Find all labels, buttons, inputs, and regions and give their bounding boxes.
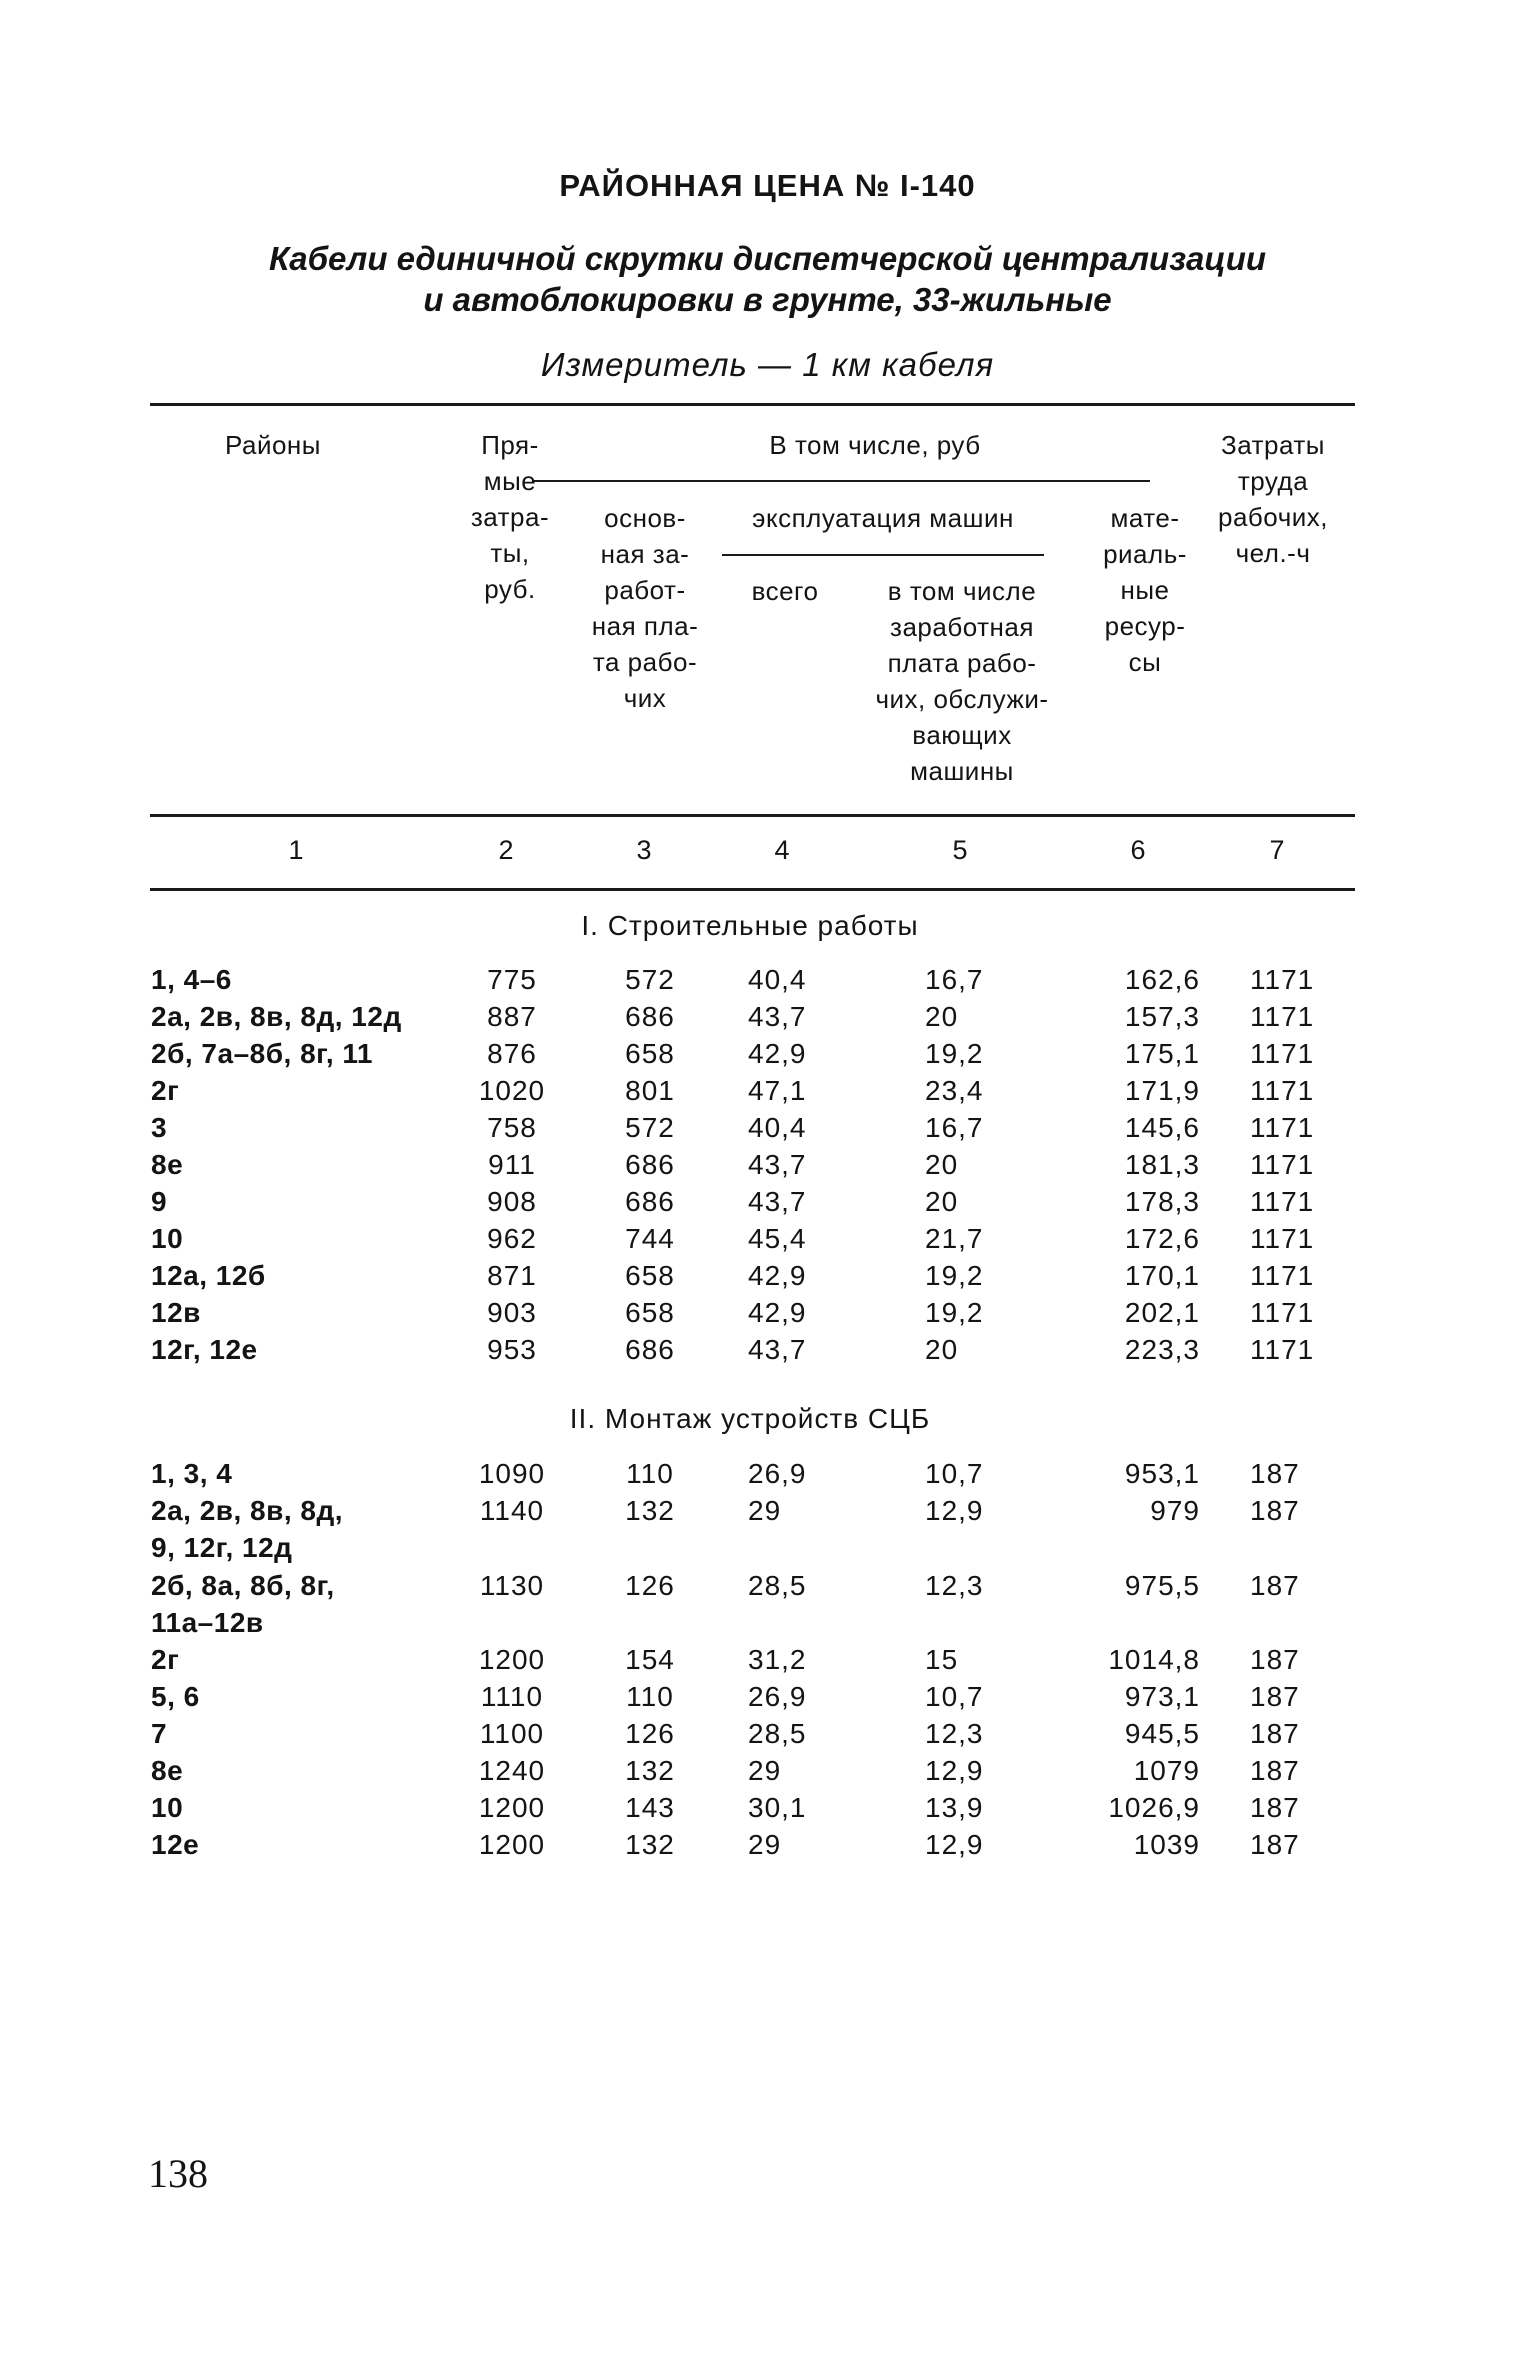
machines-wages-cell: 20 <box>925 1334 959 1365</box>
labor-cell: 187 <box>1250 1792 1300 1823</box>
labor-cell: 1171 <box>1250 1112 1315 1143</box>
direct-cost-cell: 1200 <box>478 1829 546 1860</box>
wages-cell: 154 <box>625 1644 675 1675</box>
wages-cell: 658 <box>625 1038 675 1069</box>
machines-wages-cell: 10,7 <box>925 1681 984 1712</box>
header-text: ресур- <box>1104 611 1186 641</box>
header-text: плата рабо- <box>887 648 1037 678</box>
table-row <box>0 1146 1535 1183</box>
column-number: 5 <box>952 835 968 865</box>
header-text: работ- <box>604 575 686 605</box>
direct-cost-cell: 1110 <box>480 1681 544 1712</box>
table-row <box>0 1257 1535 1294</box>
header-text: руб. <box>484 574 536 604</box>
labor-cell: 1171 <box>1250 1223 1315 1254</box>
machines-total-cell: 43,7 <box>748 1001 807 1032</box>
column-number: 1 <box>288 835 304 865</box>
machines-total-cell: 40,4 <box>748 964 807 995</box>
wages-cell: 572 <box>625 1112 675 1143</box>
column-number: 4 <box>774 835 790 865</box>
wages-cell: 132 <box>625 1495 675 1526</box>
wages-cell: 658 <box>625 1297 675 1328</box>
price-title: РАЙОННАЯ ЦЕНА № I-140 <box>559 168 976 203</box>
wages-cell: 744 <box>625 1223 675 1254</box>
machines-total-cell: 43,7 <box>748 1149 807 1180</box>
region-cell: 2б, 7а–8б, 8г, 11 <box>151 1038 373 1069</box>
labor-cell: 187 <box>1250 1570 1300 1601</box>
table-row <box>0 1331 1535 1368</box>
machines-total-cell: 26,9 <box>748 1458 807 1489</box>
machines-wages-cell: 12,9 <box>925 1755 984 1786</box>
header-machines-wages <box>852 573 1072 789</box>
machines-wages-cell: 12,9 <box>925 1829 984 1860</box>
region-line: 2б, 8а, 8б, 8г, <box>151 1570 335 1601</box>
machines-total-cell: 30,1 <box>748 1792 807 1823</box>
table-row <box>0 1752 1535 1789</box>
labor-cell: 187 <box>1250 1718 1300 1749</box>
table-row <box>0 1183 1535 1220</box>
labor-cell: 187 <box>1250 1644 1300 1675</box>
wages-cell: 801 <box>625 1075 675 1106</box>
labor-cell: 1171 <box>1250 1186 1315 1217</box>
direct-cost-cell: 1100 <box>479 1718 545 1749</box>
header-text: основ- <box>604 503 686 533</box>
machines-wages-cell: 20 <box>925 1001 959 1032</box>
header-labor <box>1198 427 1348 571</box>
table-row <box>0 1492 1535 1566</box>
wages-cell: 126 <box>625 1570 675 1601</box>
column-numbers-rule <box>150 888 1355 891</box>
column-number: 7 <box>1269 835 1285 865</box>
header-bottom-rule <box>150 814 1355 817</box>
machines-wages-cell: 23,4 <box>925 1075 984 1106</box>
machines-wages-cell: 12,3 <box>925 1570 984 1601</box>
region-cell: 7 <box>151 1718 168 1749</box>
materials-cell: 172,6 <box>1124 1223 1200 1254</box>
direct-cost-cell: 1200 <box>478 1644 546 1675</box>
table-row <box>0 1035 1535 1072</box>
machines-total-cell: 29 <box>748 1495 782 1526</box>
header-text: Пря- <box>481 430 539 460</box>
header-text: чих <box>623 683 667 713</box>
column-number: 2 <box>498 835 514 865</box>
header-materials <box>1090 500 1200 680</box>
machines-wages-cell: 19,2 <box>925 1038 984 1069</box>
machines-wages-cell: 10,7 <box>925 1458 984 1489</box>
machines-total-cell: 43,7 <box>748 1186 807 1217</box>
wages-cell: 686 <box>625 1334 675 1365</box>
table-row <box>0 1294 1535 1331</box>
machines-wages-cell: 19,2 <box>925 1297 984 1328</box>
header-text: труда <box>1237 466 1309 496</box>
header-text: рабочих, <box>1218 502 1328 532</box>
wages-cell: 143 <box>625 1792 675 1823</box>
region-cell: 12а, 12б <box>151 1260 266 1291</box>
machines-wages-cell: 15 <box>925 1644 959 1675</box>
materials-cell: 202,1 <box>1124 1297 1200 1328</box>
header-text: чих, обслужи- <box>875 684 1049 714</box>
labor-cell: 1171 <box>1250 1038 1315 1069</box>
section-title: II. Монтаж устройств СЦБ <box>569 1403 931 1434</box>
materials-cell: 1039 <box>1133 1829 1200 1860</box>
labor-cell: 1171 <box>1250 1260 1315 1291</box>
header-regions: Районы <box>225 430 321 460</box>
wages-cell: 658 <box>625 1260 675 1291</box>
header-text: машины <box>910 756 1014 786</box>
including-group-rule <box>532 480 1150 482</box>
materials-cell: 162,6 <box>1124 964 1200 995</box>
materials-cell: 223,3 <box>1124 1334 1200 1365</box>
machines-total-cell: 29 <box>748 1829 782 1860</box>
region-line: 11а–12в <box>151 1607 264 1638</box>
region-cell: 12е <box>151 1829 200 1860</box>
materials-cell: 145,6 <box>1124 1112 1200 1143</box>
labor-cell: 187 <box>1250 1755 1300 1786</box>
direct-cost-cell: 876 <box>487 1038 537 1069</box>
direct-cost-cell: 1240 <box>478 1755 546 1786</box>
region-cell <box>151 1492 343 1566</box>
header-wages <box>575 500 715 716</box>
direct-cost-cell: 908 <box>487 1186 537 1217</box>
header-text: Затраты <box>1221 430 1325 460</box>
direct-cost-cell: 1090 <box>478 1458 546 1489</box>
wages-cell: 686 <box>625 1149 675 1180</box>
header-text: ные <box>1120 575 1170 605</box>
machines-wages-cell: 19,2 <box>925 1260 984 1291</box>
wages-cell: 110 <box>626 1681 674 1712</box>
wages-cell: 126 <box>625 1718 675 1749</box>
labor-cell: 1171 <box>1250 1001 1315 1032</box>
materials-cell: 1026,9 <box>1108 1792 1200 1823</box>
machines-wages-cell: 20 <box>925 1186 959 1217</box>
materials-cell: 170,1 <box>1124 1260 1200 1291</box>
region-cell: 12в <box>151 1297 201 1328</box>
header-text: та рабо- <box>592 647 698 677</box>
table-row <box>0 1567 1535 1641</box>
header-text: ты, <box>490 538 530 568</box>
machines-wages-cell: 21,7 <box>925 1223 984 1254</box>
direct-cost-cell: 871 <box>487 1260 537 1291</box>
machines-wages-cell: 16,7 <box>925 964 984 995</box>
header-text: чел.-ч <box>1235 538 1311 568</box>
header-text: мые <box>483 466 537 496</box>
table-row <box>0 1826 1535 1863</box>
page-number: 138 <box>148 2151 208 2196</box>
header-machines: эксплуатация машин <box>752 503 1014 533</box>
direct-cost-cell: 758 <box>487 1112 537 1143</box>
labor-cell: 1171 <box>1250 1334 1315 1365</box>
machines-total-cell: 29 <box>748 1755 782 1786</box>
materials-cell: 979 <box>1150 1495 1200 1526</box>
materials-cell: 181,3 <box>1124 1149 1200 1180</box>
direct-cost-cell: 1020 <box>478 1075 546 1106</box>
wages-cell: 572 <box>625 964 675 995</box>
machines-wages-cell: 13,9 <box>925 1792 984 1823</box>
machines-total-cell: 45,4 <box>748 1223 807 1254</box>
wages-cell: 686 <box>625 1001 675 1032</box>
direct-cost-cell: 775 <box>487 964 537 995</box>
materials-cell: 975,5 <box>1124 1570 1200 1601</box>
header-text: сы <box>1128 647 1162 677</box>
machines-total-cell: 42,9 <box>748 1297 807 1328</box>
table-row <box>0 998 1535 1035</box>
header-text: ная пла- <box>591 611 699 641</box>
materials-cell: 1014,8 <box>1108 1644 1200 1675</box>
region-cell: 9 <box>151 1186 168 1217</box>
table-row <box>0 961 1535 998</box>
labor-cell: 187 <box>1250 1829 1300 1860</box>
labor-cell: 1171 <box>1250 1075 1315 1106</box>
section-title: I. Строительные работы <box>581 910 919 941</box>
machines-total-cell: 42,9 <box>748 1260 807 1291</box>
direct-cost-cell: 1130 <box>479 1570 545 1601</box>
region-cell: 10 <box>151 1223 184 1254</box>
header-text: мате- <box>1110 503 1180 533</box>
wages-cell: 132 <box>625 1829 675 1860</box>
subtitle-line: и автоблокировки в грунте, 33-жильные <box>423 281 1112 318</box>
direct-cost-cell: 953 <box>487 1334 537 1365</box>
header-text: в том числе <box>887 576 1037 606</box>
table-row <box>0 1072 1535 1109</box>
header-text: риаль- <box>1103 539 1187 569</box>
region-line: 2а, 2в, 8в, 8д, <box>151 1495 344 1526</box>
machines-total-cell: 28,5 <box>748 1718 807 1749</box>
table-row <box>0 1109 1535 1146</box>
machines-wages-cell: 12,3 <box>925 1718 984 1749</box>
materials-cell: 945,5 <box>1124 1718 1200 1749</box>
machines-total-cell: 42,9 <box>748 1038 807 1069</box>
direct-cost-cell: 1200 <box>478 1792 546 1823</box>
wages-cell: 686 <box>625 1186 675 1217</box>
header-including: В том числе, руб <box>769 430 981 460</box>
region-cell: 1, 3, 4 <box>151 1458 233 1489</box>
machines-wages-cell: 12,9 <box>925 1495 984 1526</box>
table-row <box>0 1715 1535 1752</box>
header-machines-total: всего <box>751 576 819 606</box>
document-subtitle <box>0 238 1535 320</box>
labor-cell: 1171 <box>1250 1149 1315 1180</box>
table-row <box>0 1678 1535 1715</box>
region-line: 9, 12г, 12д <box>151 1532 293 1563</box>
region-cell: 8е <box>151 1755 184 1786</box>
region-cell: 12г, 12е <box>151 1334 258 1365</box>
table-row <box>0 1220 1535 1257</box>
region-cell: 5, 6 <box>151 1681 200 1712</box>
labor-cell: 187 <box>1250 1681 1300 1712</box>
materials-cell: 973,1 <box>1124 1681 1200 1712</box>
machines-wages-cell: 20 <box>925 1149 959 1180</box>
direct-cost-cell: 903 <box>487 1297 537 1328</box>
machines-total-cell: 47,1 <box>748 1075 807 1106</box>
region-cell: 1, 4–6 <box>151 964 232 995</box>
region-cell <box>151 1567 335 1641</box>
labor-cell: 187 <box>1250 1495 1300 1526</box>
machines-total-cell: 40,4 <box>748 1112 807 1143</box>
table-row <box>0 1455 1535 1492</box>
header-text: ная за- <box>600 539 690 569</box>
machines-total-cell: 43,7 <box>748 1334 807 1365</box>
materials-cell: 1079 <box>1133 1755 1200 1786</box>
materials-cell: 157,3 <box>1124 1001 1200 1032</box>
labor-cell: 1171 <box>1250 1297 1315 1328</box>
machines-wages-cell: 16,7 <box>925 1112 984 1143</box>
materials-cell: 175,1 <box>1124 1038 1200 1069</box>
header-text: заработная <box>890 612 1034 642</box>
table-row <box>0 1641 1535 1678</box>
materials-cell: 178,3 <box>1124 1186 1200 1217</box>
machines-total-cell: 26,9 <box>748 1681 807 1712</box>
region-cell: 3 <box>151 1112 168 1143</box>
direct-cost-cell: 962 <box>487 1223 537 1254</box>
region-cell: 2а, 2в, 8в, 8д, 12д <box>151 1001 402 1032</box>
header-text: затра- <box>470 502 550 532</box>
direct-cost-cell: 911 <box>488 1149 536 1180</box>
header-text: вающих <box>912 720 1012 750</box>
materials-cell: 953,1 <box>1124 1458 1200 1489</box>
region-cell: 8е <box>151 1149 184 1180</box>
machines-total-cell: 31,2 <box>748 1644 807 1675</box>
wages-cell: 132 <box>625 1755 675 1786</box>
direct-cost-cell: 1140 <box>479 1495 545 1526</box>
wages-cell: 110 <box>626 1458 674 1489</box>
subtitle-line: Кабели единичной скрутки диспетчерской централизации <box>268 240 1267 277</box>
materials-cell: 171,9 <box>1124 1075 1200 1106</box>
unit-of-measure: Измеритель — 1 км кабеля <box>540 346 995 383</box>
table-top-rule <box>150 403 1355 406</box>
labor-cell: 1171 <box>1250 964 1315 995</box>
header-direct-costs <box>455 427 565 607</box>
machines-total-cell: 28,5 <box>748 1570 807 1601</box>
region-cell: 2г <box>151 1644 180 1675</box>
direct-cost-cell: 887 <box>487 1001 537 1032</box>
machines-group-rule <box>722 554 1044 556</box>
table-row <box>0 1789 1535 1826</box>
column-number: 3 <box>636 835 652 865</box>
column-number: 6 <box>1130 835 1146 865</box>
region-cell: 10 <box>151 1792 184 1823</box>
region-cell: 2г <box>151 1075 180 1106</box>
labor-cell: 187 <box>1250 1458 1300 1489</box>
